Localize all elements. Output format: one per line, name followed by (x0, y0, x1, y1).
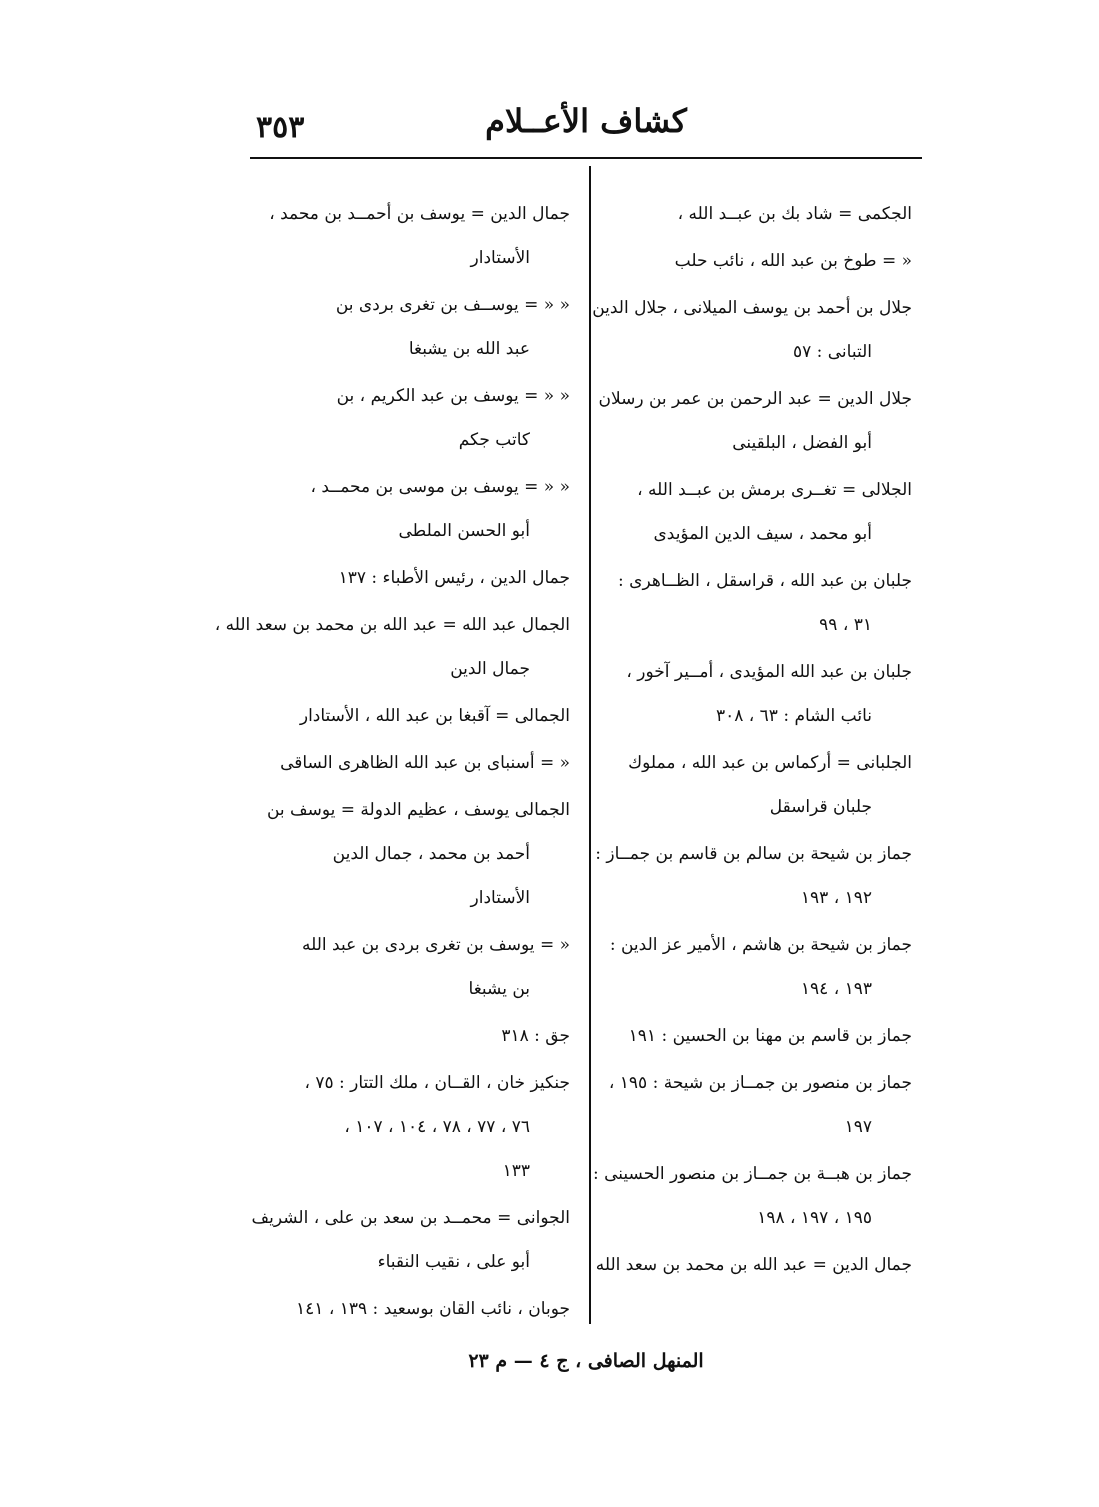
page-number: ٣٥٣ (256, 110, 305, 145)
index-entry (270, 283, 570, 371)
column-divider (589, 166, 591, 1324)
entry-line: ١٩٣ ، ١٩٤ (800, 979, 872, 999)
index-entry (592, 286, 912, 374)
entry-line: جلبان قراسقل (769, 797, 872, 817)
entry-line: « « = يوسف بن موسى بن محمــد ، (310, 477, 570, 497)
entry-line: أبو الفضل ، البلقينى (732, 433, 872, 453)
index-entry (593, 1152, 912, 1240)
entry-line: بن يشبغا (468, 979, 530, 999)
entry-line: جلبان بن عبد الله المؤيدى ، أمــير آخور ، (626, 662, 912, 682)
entry-line: جمال الدين = عبد الله بن محمد بن سعد الله (595, 1255, 912, 1275)
entry-line: ١٣٣ (502, 1161, 530, 1181)
entry-line: جمال الدين (450, 659, 530, 679)
entry-line: الجمالى = آقبغا بن عبد الله ، الأستادار (299, 706, 570, 726)
index-entry (612, 239, 912, 283)
index-column-left (214, 192, 570, 1334)
index-entry (612, 1014, 912, 1058)
entry-line: أحمد بن محمد ، جمال الدين (332, 844, 530, 864)
entry-line: عبد الله بن يشبغا (408, 339, 530, 359)
index-entry (251, 1196, 570, 1284)
entry-line: « = طوخ بن عبد الله ، نائب حلب (674, 251, 912, 271)
entry-line: « « = يوسف بن عبد الكريم ، بن (336, 386, 570, 406)
index-entry (270, 465, 570, 553)
entry-line: أبو محمد ، سيف الدين المؤيدى (653, 524, 872, 544)
entry-line: جماز بن شيحة بن هاشم ، الأمير عز الدين : (609, 935, 912, 955)
index-entry (270, 1061, 570, 1193)
entry-line: ٣١ ، ٩٩ (819, 615, 872, 635)
index-entry (270, 192, 570, 280)
entry-line: ١٩٧ (844, 1117, 872, 1137)
entry-line: الجمالى يوسف ، عظيم الدولة = يوسف بن (266, 800, 570, 820)
index-entry (612, 192, 912, 236)
index-entry (270, 556, 570, 600)
entry-line: « « = يوســف بن تغرى بردى بن (335, 295, 570, 315)
index-entry (270, 923, 570, 1011)
entry-line: جمال الدين = يوسف بن أحمــد بن محمد ، (269, 204, 570, 224)
entry-line: جماز بن شيحة بن سالم بن قاسم بن جمــاز : (595, 844, 912, 864)
index-entry (612, 650, 912, 738)
entry-line: أبو الحسن الملطى (398, 521, 530, 541)
entry-line: ١٩٢ ، ١٩٣ (800, 888, 872, 908)
entry-line: جماز بن هبــة بن جمــاز بن منصور الحسينى : (593, 1164, 912, 1184)
page-header (250, 92, 922, 158)
index-entry (270, 741, 570, 785)
page-title: كشاف الأعــلام (485, 102, 687, 140)
index-entry (609, 923, 912, 1011)
entry-line: جلبان بن عبد الله ، قراسقل ، الظــاهرى : (618, 571, 912, 591)
entry-line: الجمال عبد الله = عبد الله بن محمد بن سعد الله ، (214, 615, 570, 635)
entry-line: كاتب جكم (458, 430, 530, 450)
entry-line: « = أسنباى بن عبد الله الظاهرى الساقى (280, 753, 570, 773)
entry-line: « = يوسف بن تغرى بردى بن عبد الله (301, 935, 570, 955)
header-rule (250, 157, 922, 159)
entry-line: نائب الشام : ٦٣ ، ٣٠٨ (715, 706, 872, 726)
entry-line: جق : ٣١٨ (501, 1026, 570, 1046)
entry-line: التبانى : ٥٧ (792, 342, 872, 362)
entry-line: جلال بن أحمد بن يوسف الميلانى ، جلال الدين (592, 298, 912, 318)
index-entry (612, 468, 912, 556)
entry-line: جماز بن منصور بن جمــاز بن شيحة : ١٩٥ ، (608, 1073, 912, 1093)
index-entry (612, 741, 912, 829)
index-entry (595, 832, 912, 920)
page-footer: المنهل الصافى ، ج ٤ — م ٢٣ (468, 1350, 704, 1372)
index-entry (270, 1287, 570, 1331)
entry-line: الجوانى = محمــد بن سعد بن على ، الشريف (251, 1208, 570, 1228)
index-column-right (592, 192, 912, 1290)
index-entry (595, 1243, 912, 1287)
entry-line: ١٩٥ ، ١٩٧ ، ١٩٨ (757, 1208, 872, 1228)
entry-line: الجلالى = تغــرى برمش بن عبــد الله ، (637, 480, 912, 500)
index-entry (270, 1014, 570, 1058)
entry-line: الجكمى = شاد بك بن عبــد الله ، (677, 204, 912, 224)
entry-line: ٧٦ ، ٧٧ ، ٧٨ ، ١٠٤ ، ١٠٧ ، (344, 1117, 530, 1137)
entry-line: جمال الدين ، رئيس الأطباء : ١٣٧ (338, 568, 570, 588)
index-entry (270, 374, 570, 462)
index-entry (270, 694, 570, 738)
index-entry (598, 377, 912, 465)
index-entry (608, 1061, 912, 1149)
entry-line: جنكيز خان ، القــان ، ملك التتار : ٧٥ ، (304, 1073, 570, 1093)
entry-line: جوبان ، نائب القان بوسعيد : ١٣٩ ، ١٤١ (296, 1299, 570, 1319)
index-entry (612, 559, 912, 647)
entry-line: جماز بن قاسم بن مهنا بن الحسين : ١٩١ (628, 1026, 912, 1046)
entry-line: الأستادار (470, 248, 530, 268)
entry-line: الجلبانى = أركماس بن عبد الله ، مملوك (628, 753, 912, 773)
entry-line: الأستادار (470, 888, 530, 908)
entry-line: أبو على ، نقيب النقباء (377, 1252, 530, 1272)
entry-line: جلال الدين = عبد الرحمن بن عمر بن رسلان (598, 389, 912, 409)
index-entry (266, 788, 570, 920)
index-entry (214, 603, 570, 691)
